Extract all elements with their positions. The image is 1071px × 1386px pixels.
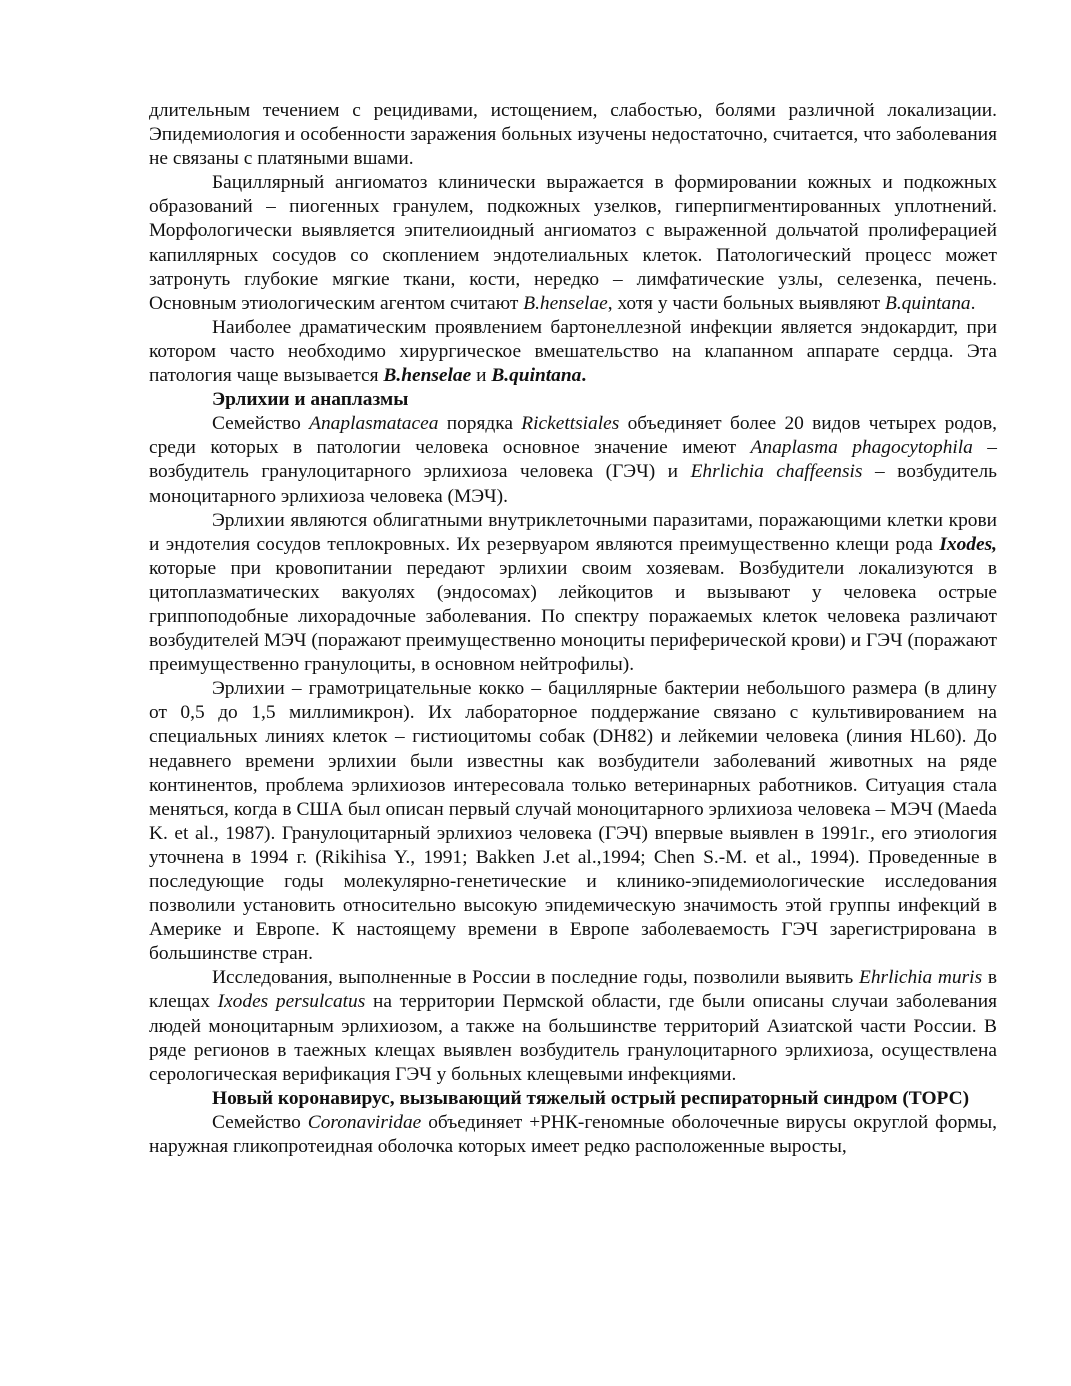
- paragraph-ehrlichia-bacteria: Эрлихии – грамотрицательные кокко – бациллярные бактерии небольшого размера (в длину от 0,5 до 1,5 миллимикрон). Их лабораторное поддержание связано с культивированием на специальных линиях клеток – гистиоцитомы собак (DH82) и лейкемии человека (линия HL60). До недавнего времени эрлихии были известны как возбудители заболеваний животных на ряде континентов, проблема эрлихиозов интересовала только ветеринарных работников. Ситуация стала меняться, когда в США был описан первый случай моноцитарного эрлихиоза человека – МЭЧ (Maeda K. et al., 1987). Гранулоцитарный эрлихиоз человека (ГЭЧ) впервые выявлен в 1991г., его этиология уточнена в 1994 г. (Rikihisa Y., 1991; Bakken J.et al.,1994; Chen S.-M. et al., 1994). Проведенные в последующие годы молекулярно-генетические и клинико-эпидемиологические исследования позволили установить относительно высокую эпидемическую значимость этой группы инфекций в Америке и Европе. К настоящему времени в Европе заболеваемость ГЭЧ зарегистрирована в большинстве стран.: [149, 678, 997, 965]
- species-name: Ehrlichia chaffeensis: [690, 461, 863, 483]
- paragraph-russia-research: Исследования, выполненные в России в последние годы, позволили выявить Ehrlichia muris в клещах Ixodes persulcatus на территории Пермской области, где были описаны случаи заболевания людей моноцитарным эрлихиозом, а также на большинстве территорий Азиатской части России. В ряде регионов в таежных клещах выявлен возбудитель гранулоцитарного эрлихиоза, осуществлена серологическая верификация ГЭЧ у больных клещевыми инфекциями.: [149, 967, 997, 1085]
- paragraph-ehrlichia-parasites: Эрлихии являются облигатными внутриклеточными паразитами, поражающими клетки крови и эндотелия сосудов теплокровных. Их резервуаром являются преимущественно клещи рода Ixodes, которые при кровопитании передают эрлихии своим хозяевам. Возбудители локализуются в цитоплазматических вакуолях (эндосомах) лейкоцитов и вызывают у человека острые гриппоподобные лихорадочные заболевания. По спектру поражаемых клеток человека различают возбудителей МЭЧ (поражают преимущественно моноциты периферической крови) и ГЭЧ (поражают преимущественно гранулоциты, в основном нейтрофилы).: [149, 509, 997, 676]
- paragraph-bartonella-course: длительным течением с рецидивами, истощением, слабостью, болями различной локализации. Эпидемиология и особенности заражения больных изучены недостаточно, считается, что заболевания не связаны с платяными вшами.: [149, 100, 997, 170]
- species-name: B.henselae: [383, 365, 472, 387]
- species-name: Ehrlichia muris: [858, 967, 983, 989]
- paragraph-coronaviridae-family: Семейство Coronaviridae объединяет +РНК-геномные оболочечные вирусы округлой формы, наружная гликопротеидная оболочка которых имеет редко расположенные выросты,: [149, 1111, 997, 1158]
- paragraph-bacillary-angiomatosis: Бациллярный ангиоматоз клинически выражается в формировании кожных и подкожных образований – пиогенных гранулем, подкожных узелков, гиперпигментированных уплотнений. Морфологически выявляется эпителиоидный ангиоматоз с выраженной дольчатой пролиферацией капиллярных сосудов со скоплением эндотелиальных клеток. Патологический процесс может затронуть глубокие мягкие ткани, кости, нередко – лимфатические узлы, селезенка, печень. Основным этиологическим агентом считают B.henselae, хотя у части больных выявляют B.quintana.: [149, 172, 997, 314]
- species-name: B.henselae: [523, 292, 608, 314]
- paragraph-endocarditis: Наиболее драматическим проявлением бартонеллезной инфекции является эндокардит, при котором часто необходимо хирургическое вмешательство на клапанном аппарате сердца. Эта патология чаще вызывается B.henselae и B.quintana.: [149, 316, 997, 387]
- species-name: Anaplasma phagocytophila: [750, 437, 973, 459]
- section-heading-ehrlichia: Эрлихии и анаплазмы: [212, 389, 409, 411]
- taxon-name: Coronaviridae: [307, 1111, 422, 1133]
- taxon-name: Ixodes,: [939, 533, 997, 555]
- section-heading-coronavirus: Новый коронавирус, вызывающий тяжелый острый респираторный синдром (ТОРС): [212, 1087, 970, 1109]
- paragraph-anaplasmataceae-family: Семейство Anaplasmatacea порядка Rickettsiales объединяет более 20 видов четырех родов, среди которых в патологии человека основное значение имеют Anaplasma phagocytophila – возбудитель гранулоцитарного эрлихиоза человека (ГЭЧ) и Ehrlichia chaffeensis – возбудитель моноцитарного эрлихиоза человека (МЭЧ).: [149, 413, 998, 507]
- taxon-name: Rickettsiales: [521, 413, 620, 435]
- species-name: B.quintana: [884, 292, 971, 314]
- species-name: B.quintana: [491, 365, 582, 387]
- taxon-name: Anaplasmatacea: [309, 413, 439, 435]
- species-name: Ixodes persulcatus: [217, 991, 366, 1013]
